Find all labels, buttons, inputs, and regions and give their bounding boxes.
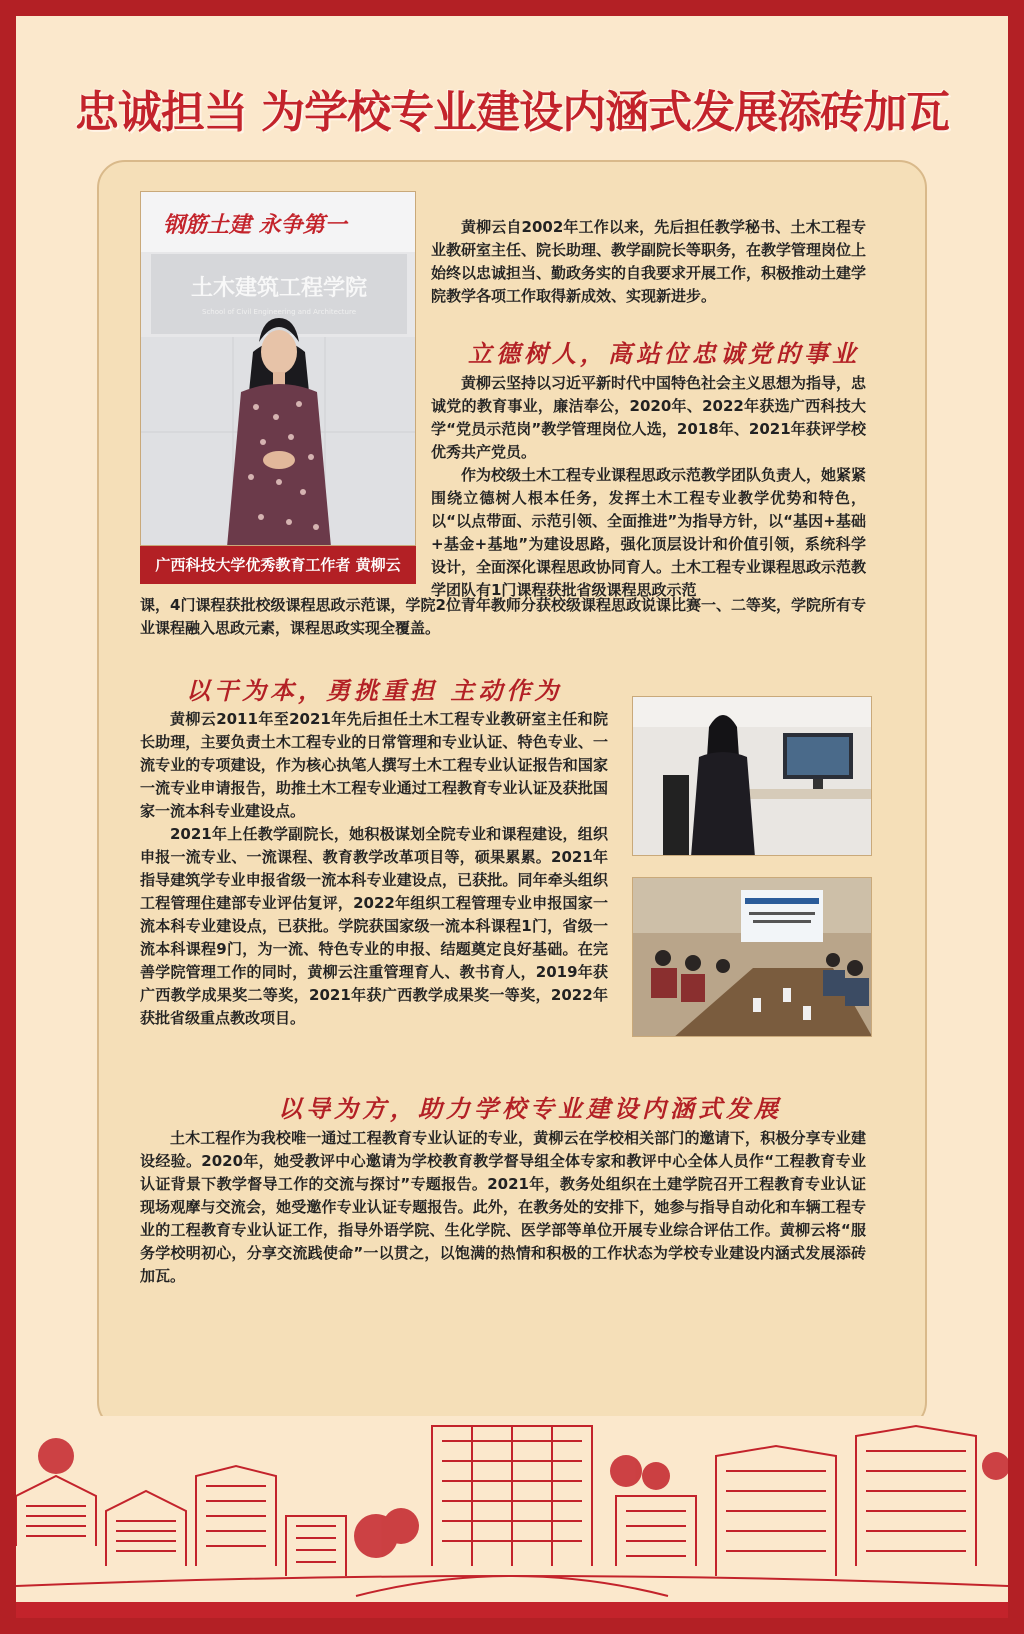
- section1-title: 立德树人，高站位忠诚党的事业: [468, 339, 860, 368]
- portrait-caption: 广西科技大学优秀教育工作者 黄柳云: [140, 546, 416, 584]
- section1-paragraph2: 作为校级土木工程专业课程思政示范教学团队负责人，她紧紧围绕立德树人根本任务，发挥土木工程专业教学优势和特色，以“以点带面、示范引领、全面推进”为指导方针，以“基因+基础+基金+基地”为建设思路，强化顶层设计和价值引领，系统科学设计，全面深化课程思政协同育人。土木工程专业课程思政示范教学团队有1门课程获批省级课程思政示范: [431, 466, 867, 599]
- section3-paragraph1: 土木工程作为我校唯一通过工程教育专业认证的专业，黄柳云在学校相关部门的邀请下，积极分享专业建设经验。2020年，她受教评中心邀请为学校教育教学督导组全体专家和教评中心全体人员作“工程教育专业认证背景下教学督导工作的交流与探讨”专题报告。2021年，教务处组织在土建学院召开工程教育专业认证现场观摩与交流会，她受邀作专业认证专题报告。此外，在教务处的安排下，她参与指导自动化和车辆工程专业的工程教育专业认证工作，指导外语学院、生化学院、医学部等单位开展专业综合评估工作。黄柳云将“服务学校明初心，分享交流践使命”一以贯之，以饱满的热情和积极的工作状态为学校专业建设内涵式发展添砖加瓦。: [140, 1129, 866, 1285]
- section2-block: [140, 708, 608, 1030]
- meeting-illustration: [633, 878, 872, 1037]
- poster: [16, 16, 1008, 1618]
- section3-block: [140, 1127, 866, 1288]
- sign-subtext: School of Civil Engineering and Architecture: [202, 308, 356, 316]
- meeting-photo: [632, 877, 872, 1037]
- section3-title: 以导为方，助力学校专业建设内涵式发展: [278, 1094, 782, 1123]
- banner-text: 钢筋土建 永争第一: [163, 212, 347, 238]
- page-title: 忠诚担当 为学校专业建设内涵式发展添砖加瓦: [74, 87, 950, 138]
- portrait-illustration: [141, 192, 416, 546]
- section2-paragraph2: 2021年上任教学副院长，她积极谋划全院专业和课程建设，组织申报一流专业、一流课程、教育教学改革项目等，硕果累累。2021年指导建筑学专业申报省级一流本科专业建设点，已获批。同年牵头组织工程管理住建部专业评估复评，2022年组织工程管理专业申报国家一流本科专业建设点，已获批。学院获国家级一流本科课程1门，省级一流本科课程9门，为一流、特色专业的申报、结题奠定良好基础。在完善学院管理工作的同时，黄柳云注重管理育人、教书育人，2019年获广西教学成果奖二等奖，2021年获广西教学成果奖一等奖，2022年获批省级重点教改项目。: [140, 825, 608, 1027]
- portrait-photo: [140, 191, 416, 546]
- section2-title: 以干为本，勇挑重担 主动作为: [186, 676, 563, 705]
- section1-paragraph1: 黄柳云坚持以习近平新时代中国特色社会主义思想为指导，忠诚党的教育事业，廉洁奉公，2020年、2022年获选广西科技大学“党员示范岗”教学管理岗位人选，2018年、2021年获评学校优秀共产党员。: [431, 374, 867, 461]
- office-illustration: [633, 697, 872, 856]
- sign-text: 土木建筑工程学院: [190, 276, 368, 301]
- campus-skyline-illustration: [16, 1416, 1008, 1618]
- section1-paragraph2-cont: 课，4门课程获批校级课程思政示范课，学院2位青年教师分获校级课程思政说课比赛一、二等奖，学院所有专业课程融入思政元素，课程思政实现全覆盖。: [140, 596, 866, 637]
- section1-block: [431, 372, 866, 602]
- intro-text: 黄柳云自2002年工作以来，先后担任教学秘书、土木工程专业教研室主任、院长助理、教学副院长等职务，在教学管理岗位上始终以忠诚担当、勤政务实的自我要求开展工作，积极推动土建学院教学各项工作取得新成效、实现新进步。: [431, 218, 867, 305]
- section1-block-cont: [140, 594, 866, 640]
- office-photo: [632, 696, 872, 856]
- intro-block: [431, 216, 866, 308]
- section2-paragraph1: 黄柳云2011年至2021年先后担任土木工程专业教研室主任和院长助理，主要负责土木工程专业的日常管理和专业认证、特色专业、一流专业的专项建设，作为核心执笔人撰写土木工程专业认证报告和国家一流专业申请报告，助推土木工程专业通过工程教育专业认证及获批国家一流本科专业建设点。: [140, 710, 608, 820]
